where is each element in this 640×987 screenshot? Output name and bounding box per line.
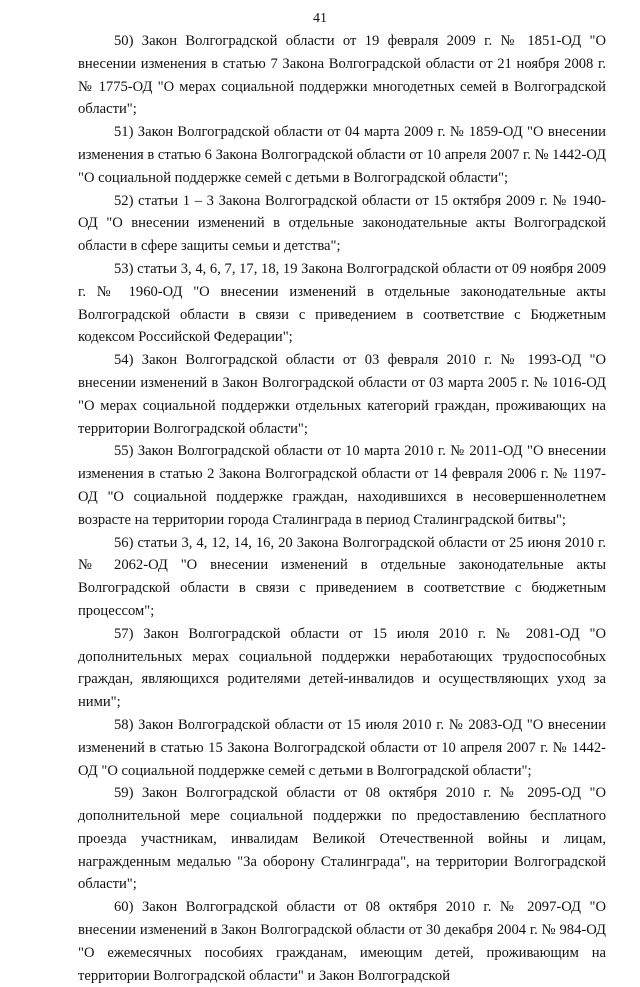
list-item-54: 54) Закон Волгоградской области от 03 февраля 2010 г. № 1993-ОД "О внесении изменений в Закон Волгоградской области от 03 марта 2005 г. № 1016-ОД "О мерах социальной поддержки отдельных категорий граждан, проживающих на территории Волгоградской области"; — [78, 352, 606, 437]
list-item-56: 56) статьи 3, 4, 12, 14, 16, 20 Закона Волгоградской области от 25 июня 2010 г. № 2062-ОД "О внесении изменений в отдельные законодательные акты Волгоградской области в связи с приведением в соответствие с бюджетным процессом"; — [78, 534, 606, 619]
list-item-60: 60) Закон Волгоградской области от 08 октября 2010 г. № 2097-ОД "О внесении изменений в Закон Волгоградской области от 30 декабря 2004 г. № 984-ОД "О ежемесячных пособиях гражданам, имеющим детей, проживающим на территории Волгоградской области" и Закон Волгоградской — [78, 899, 606, 984]
page-number: 41 — [313, 11, 327, 26]
list-item-57: 57) Закон Волгоградской области от 15 июля 2010 г. № 2081-ОД "О дополнительных мерах социальной поддержки неработающих трудоспособных граждан, являющихся родителями детей-инвалидов и осуществляющих уход за ними"; — [78, 625, 606, 711]
list-item-50: 50) Закон Волгоградской области от 19 февраля 2009 г. № 1851-ОД "О внесении изменения в статью 7 Закона Волгоградской области от 21 ноября 2008 г. № 1775-ОД "О мерах социальной поддержки многодетных семей в Волгоградской области"; — [78, 33, 606, 118]
document-body — [78, 30, 606, 987]
list-item-59: 59) Закон Волгоградской области от 08 октября 2010 г. № 2095-ОД "О дополнительной мере социальной поддержки по предоставлению бесплатного проезда участникам, инвалидам Великой Отечественной войны и лицам, награжденным медалью "За оборону Сталинграда", на территории Волгоградской области"; — [78, 785, 606, 893]
list-item-51: 51) Закон Волгоградской области от 04 марта 2009 г. № 1859-ОД "О внесении изменения в статью 6 Закона Волгоградской области от 10 апреля 2007 г. № 1442-ОД "О социальной поддержке семей с детьми в Волгоградской области"; — [78, 124, 606, 186]
list-item-55: 55) Закон Волгоградской области от 10 марта 2010 г. № 2011-ОД "О внесении изменения в статью 2 Закона Волгоградской области от 14 февраля 2006 г. № 1197-ОД "О социальной поддержке граждан, находившихся в несовершеннолетнем возрасте на территории города Сталинграда в период Сталинградской битвы"; — [78, 443, 606, 528]
list-item-58: 58) Закон Волгоградской области от 15 июля 2010 г. № 2083-ОД "О внесении изменений в статью 15 Закона Волгоградской области от 10 апреля 2007 г. № 1442-ОД "О социальной поддержке семей с детьми в Волгоградской области"; — [78, 716, 606, 779]
list-item-53: 53) статьи 3, 4, 6, 7, 17, 18, 19 Закона Волгоградской области от 09 ноября 2009 г. № 1960-ОД "О внесении изменений в отдельные законодательные акты Волгоградской области в связи с приведением в соответствие с Бюджетным кодексом Российской Федерации"; — [78, 260, 606, 346]
list-item-52: 52) статьи 1 – 3 Закона Волгоградской области от 15 октября 2009 г. № 1940-ОД "О внесении изменений в отдельные законодательные акты Волгоградской области в сфере защиты семьи и детства"; — [78, 192, 606, 255]
